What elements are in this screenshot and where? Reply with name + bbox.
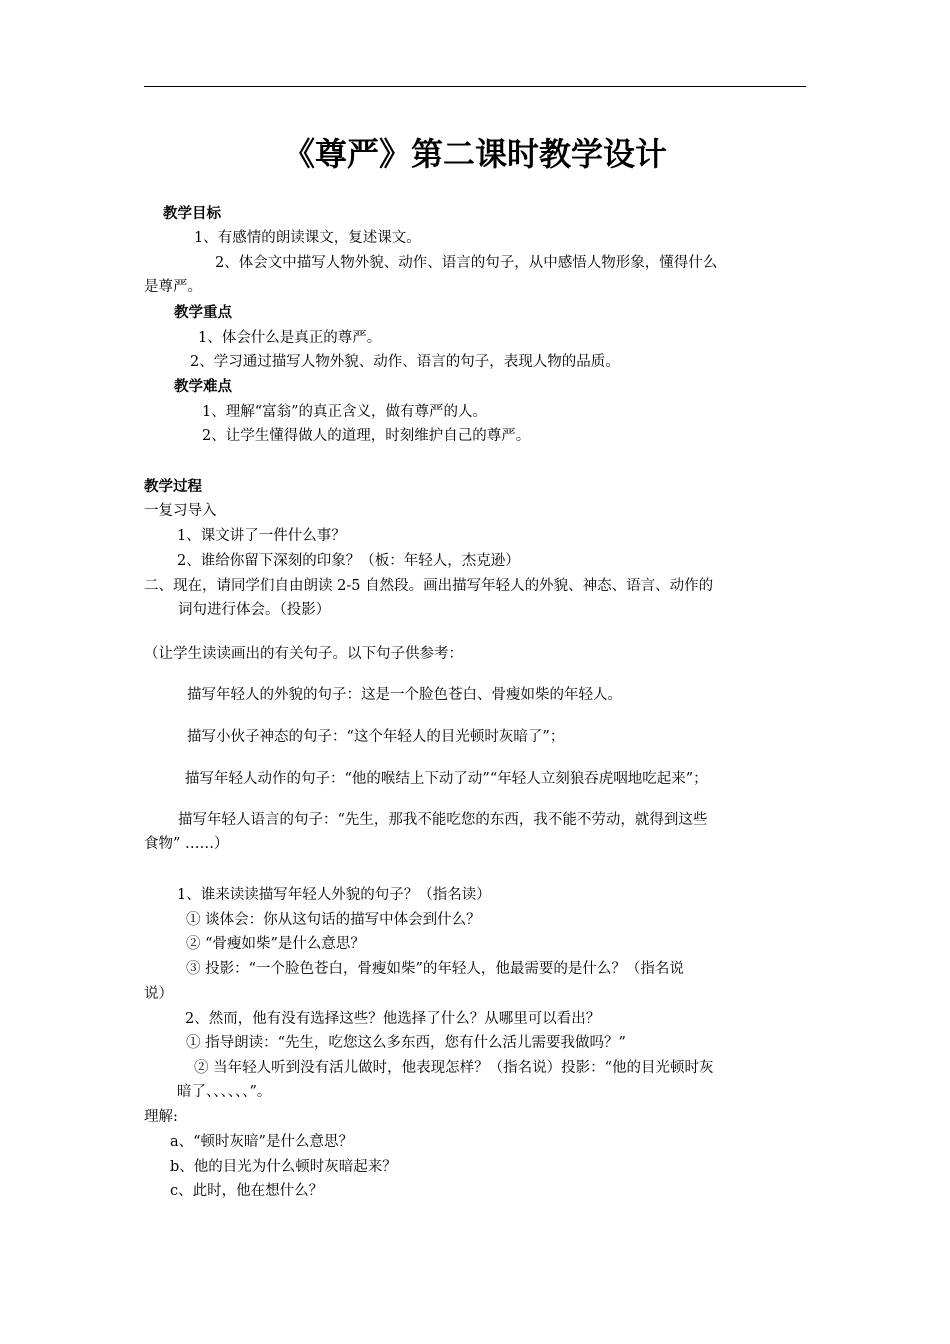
difficulties-heading: 教学难点 [174, 379, 232, 395]
understanding-a: a、“顿时灰暗”是什么意思？ [170, 1134, 353, 1150]
question-1: 1、谁来读读描写年轻人外貌的句子？（指名读） [177, 887, 491, 903]
key-point-1: 1、体会什么是真正的尊严。 [198, 330, 382, 346]
question-1-b: ② “骨瘦如柴”是什么意思？ [186, 936, 365, 952]
question-2-b: ② 当年轻人听到没有活儿做时，他表现怎样？（指名说）投影：“他的目光顿时灰 [194, 1060, 714, 1076]
question-2-b-cont: 暗了、、、、、、”。 [177, 1084, 272, 1100]
reference-sentence-2: 描写小伙子神态的句子：“这个年轻人的目光顿时灰暗了”； [187, 729, 565, 745]
section-1: 一复习导入 [144, 503, 217, 519]
question-1-a: ① 谈体会：你从这句话的描写中体会到什么？ [186, 912, 481, 928]
section-2: 二、现在，请同学们自由朗读 2-5 自然段。画出描写年轻人的外貌、神态、语言、动作的 [144, 578, 714, 594]
header-rule [144, 86, 806, 87]
reference-sentence-4: 描写年轻人语言的句子：“先生，那我不能吃您的东西，我不能不劳动，就得到这些 [178, 812, 708, 828]
question-2-a: ① 指导朗读：“先生，吃您这么多东西，您有什么活儿需要我做吗？” [186, 1035, 626, 1051]
understanding-b: b、他的目光为什么顿时灰暗起来？ [170, 1159, 397, 1175]
reference-sentence-4-cont: 食物” ……） [144, 836, 229, 852]
goal-item-2-cont: 是尊严。 [144, 279, 202, 295]
reference-sentence-1: 描写年轻人的外貌的句子：这是一个脸色苍白、骨瘦如柴的年轻人。 [187, 687, 622, 703]
process-heading: 教学过程 [144, 479, 202, 495]
understanding-label: 理解: [144, 1109, 178, 1125]
goal-item-1: 1、有感情的朗读课文，复述课文。 [194, 230, 421, 246]
section-2-cont: 词句进行体会。（投影） [178, 602, 331, 618]
key-point-2: 2、学习通过描写人物外貌、动作、语言的句子，表现人物的品质。 [190, 354, 620, 370]
difficulty-1: 1、理解“富翁”的真正含义，做有尊严的人。 [202, 404, 488, 420]
section-1-question-1: 1、课文讲了一件什么事？ [177, 528, 346, 544]
goal-item-2: 2、体会文中描写人物外貌、动作、语言的句子，从中感悟人物形象，懂得什么 [215, 255, 718, 271]
section-1-question-2: 2、谁给你留下深刻的印象？（板：年轻人，杰克逊） [177, 553, 520, 569]
understanding-c: c、此时，他在想什么？ [170, 1183, 324, 1199]
difficulty-2: 2、让学生懂得做人的道理，时刻维护自己的尊严。 [202, 428, 531, 444]
question-1-c-cont: 说） [144, 986, 173, 1002]
page-title: 《尊严》第二课时教学设计 [282, 135, 667, 173]
question-2: 2、然而，他有没有选择这些？他选择了什么？从哪里可以看出？ [185, 1011, 601, 1027]
question-1-c: ③ 投影：“一个脸色苍白，骨瘦如柴”的年轻人，他最需要的是什么？（指名说 [186, 961, 684, 977]
reference-note: （让学生读读画出的有关句子。以下句子供参考： [144, 646, 463, 662]
goals-heading: 教学目标 [163, 206, 221, 222]
reference-sentence-3: 描写年轻人动作的句子：“他的喉结上下动了动”“年轻人立刻狼吞虎咽地吃起来”； [185, 771, 708, 787]
key-points-heading: 教学重点 [174, 305, 232, 321]
